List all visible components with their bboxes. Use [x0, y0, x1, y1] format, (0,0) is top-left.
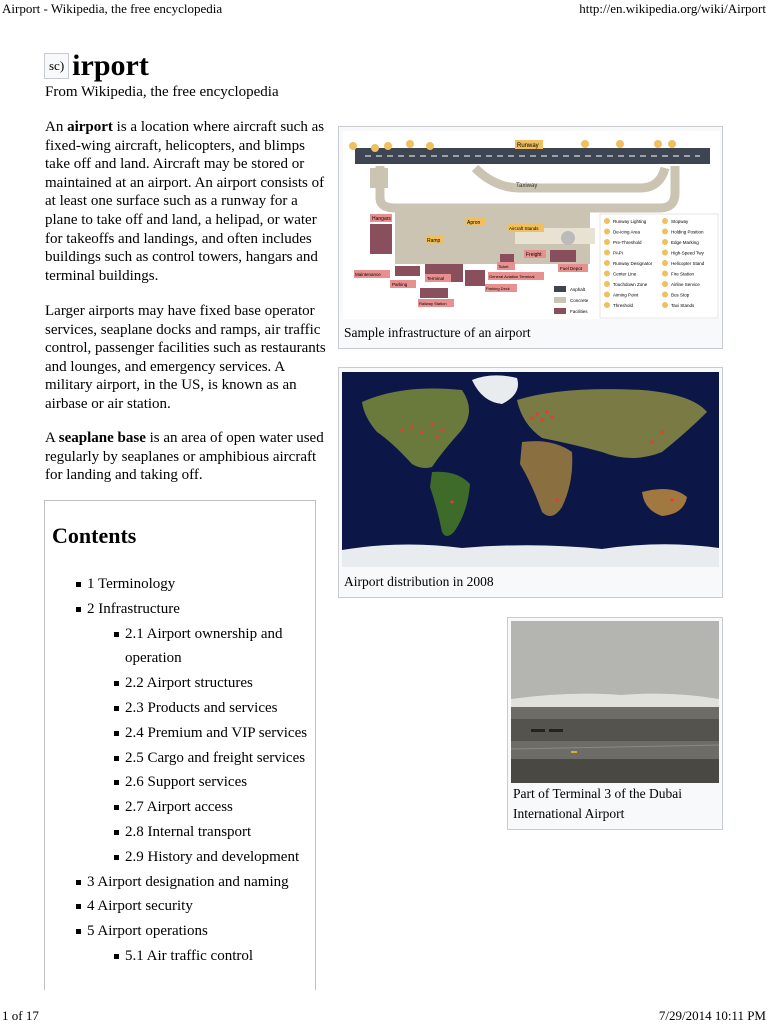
figure-dubai: [507, 617, 723, 830]
surface-key: [554, 286, 589, 314]
term-seaplane-base[interactable]: seaplane base: [58, 430, 146, 446]
legend-marker: [604, 292, 610, 298]
article-title: irport: [72, 49, 149, 82]
infrastructure-diagram[interactable]: [340, 128, 723, 324]
page-title-header: Airport - Wikipedia, the free encyclopedia: [2, 1, 223, 16]
label-fuel-depot: Fuel Depot: [560, 266, 583, 271]
legend-label: Runway Designator: [613, 261, 653, 266]
legend-marker: [604, 239, 610, 245]
surface-label: Concrete: [570, 298, 589, 303]
toc-item[interactable]: 3 Airport designation and naming: [45, 870, 315, 895]
label-ramp: Ramp: [427, 238, 441, 244]
legend-label: De-icing Area: [613, 229, 641, 235]
legend-label: Aiming Point: [613, 292, 639, 298]
legend-marker: [662, 281, 668, 287]
label-freight: Freight: [526, 252, 542, 258]
legend-marker: [662, 218, 668, 224]
legend-label: Helicopter Stand: [671, 261, 705, 266]
caption-infrastructure: Sample infrastructure of an airport: [344, 325, 531, 340]
figure-infrastructure: [338, 126, 723, 349]
label-aircraft-stands: Aircraft Stands: [509, 226, 539, 231]
legend-label: Center Line: [613, 271, 637, 277]
legend-label: Taxi Stands: [671, 303, 695, 308]
legend-marker: [662, 260, 668, 266]
legend-label: Edge Marking: [671, 240, 699, 245]
toc-item[interactable]: 2.6 Support services: [45, 770, 315, 795]
seaplane-paragraph: A seaplane base is an area of open water used regularly by seaplanes or amphibious aircraft for landing and taking off.: [45, 430, 324, 484]
legend-label: Runway Lighting: [613, 219, 647, 224]
legend-marker: [604, 281, 610, 287]
legend-marker: [662, 229, 668, 235]
legend-marker: [662, 302, 668, 308]
legend-label: Fire Station: [671, 271, 695, 277]
label-maintenance: Maintenance: [355, 272, 381, 277]
toc-list: [45, 572, 315, 969]
toc-item[interactable]: 2 Infrastructure: [45, 597, 315, 622]
label-parking-deck: Parking Deck: [486, 286, 510, 291]
article-title-wrap: [44, 46, 149, 86]
toc-item[interactable]: operation: [125, 650, 182, 667]
toc-item[interactable]: 5.1 Air traffic control: [45, 944, 315, 969]
legend-marker: [604, 271, 610, 277]
intro-paragraph: An airport is a location where aircraft such as fixed-wing aircraft, helicopters, and blimps take off and land. Aircraft may be stored or maintained at an airport. An airport consists of at least one surface such as a runway for a plane to take off and land, a helipad, or water for takeoffs and landings, and often includes buildings such as control towers, hangars and terminal buildings.: [45, 119, 325, 284]
legend-marker: [604, 302, 610, 308]
toc-item[interactable]: 2.8 Internal transport: [45, 820, 315, 845]
legend-label: Bus Stop: [671, 292, 690, 298]
toc-item[interactable]: 2.9 History and development: [45, 845, 315, 870]
toc-item[interactable]: 2.5 Cargo and freight services: [45, 746, 315, 771]
page-count: 1 of 17: [2, 1008, 39, 1023]
label-hangars: Hangars: [372, 216, 391, 222]
surface-swatch: [554, 286, 566, 292]
toc-item[interactable]: 1 Terminology: [45, 572, 315, 597]
legend-label: Touchdown Zone: [613, 282, 648, 287]
surface-swatch: [554, 308, 566, 314]
toc-item[interactable]: 4 Airport security: [45, 894, 315, 919]
legend-marker: [604, 218, 610, 224]
caption-dubai: Part of Terminal 3 of the Dubai International Airport: [513, 786, 683, 821]
legend-marker: [662, 250, 668, 256]
legend-label: High-Speed Twy: [671, 250, 704, 256]
legend-marker: [604, 229, 610, 235]
label-railway-station: Railway Station: [419, 301, 447, 306]
world-map-image[interactable]: [342, 372, 719, 567]
dubai-terminal-photo[interactable]: [511, 621, 719, 783]
toc-title: Contents: [52, 523, 137, 548]
article-subtitle: From Wikipedia, the free encyclopedia: [45, 84, 279, 100]
toc-item[interactable]: 2.2 Airport structures: [45, 671, 315, 696]
term-airport: airport: [67, 119, 113, 135]
legend-marker: [604, 260, 610, 266]
legend-marker: [662, 271, 668, 277]
caption-distribution: Airport distribution in 2008: [344, 574, 494, 589]
table-of-contents: [44, 500, 316, 990]
surface-label: Facilities: [570, 309, 588, 314]
label-gat: General Aviation Terminal: [489, 274, 535, 279]
legend-marker: [662, 239, 668, 245]
legend-marker: [662, 292, 668, 298]
print-datetime: 7/29/2014 10:11 PM: [658, 1008, 766, 1023]
toc-item[interactable]: 5 Airport operations: [45, 919, 315, 944]
toc-item[interactable]: 2.1 Airport ownership and: [45, 622, 315, 647]
legend-label: Airline Service: [671, 282, 700, 287]
legend-marker: [604, 250, 610, 256]
surface-label: Asphalt: [570, 287, 586, 292]
toc-item[interactable]: 2.4 Premium and VIP services: [45, 721, 315, 746]
label-runway: Runway: [517, 143, 539, 149]
label-apron: Apron: [467, 220, 481, 226]
surface-swatch: [554, 297, 566, 303]
legend-label: Pre-Threshold: [613, 240, 642, 245]
toc-item[interactable]: 2.3 Products and services: [45, 696, 315, 721]
label-terminal: Terminal: [427, 276, 445, 281]
label-ticket: Ticket: [498, 264, 509, 269]
services-paragraph: Larger airports may have fixed base operator services, seaplane docks and ramps, air traffic control, passenger facilities such as restaurants and lounges, and emergency services. A military airport, in the US, is known as an airbase or air station.: [45, 303, 326, 412]
figure-distribution: [338, 367, 723, 598]
legend-label: Holding Position: [671, 229, 704, 235]
page-url[interactable]: http://en.wikipedia.org/wiki/Airport: [579, 1, 766, 16]
legend-label: Stopway: [671, 219, 689, 224]
legend-label: Threshold: [613, 303, 634, 308]
legend-label: PAPI: [613, 250, 623, 256]
toc-item[interactable]: 2.7 Airport access: [45, 795, 315, 820]
label-parking: Parking: [392, 282, 408, 287]
title-badge[interactable]: sc): [44, 53, 69, 79]
label-taxiway: Taxiway: [516, 183, 538, 189]
